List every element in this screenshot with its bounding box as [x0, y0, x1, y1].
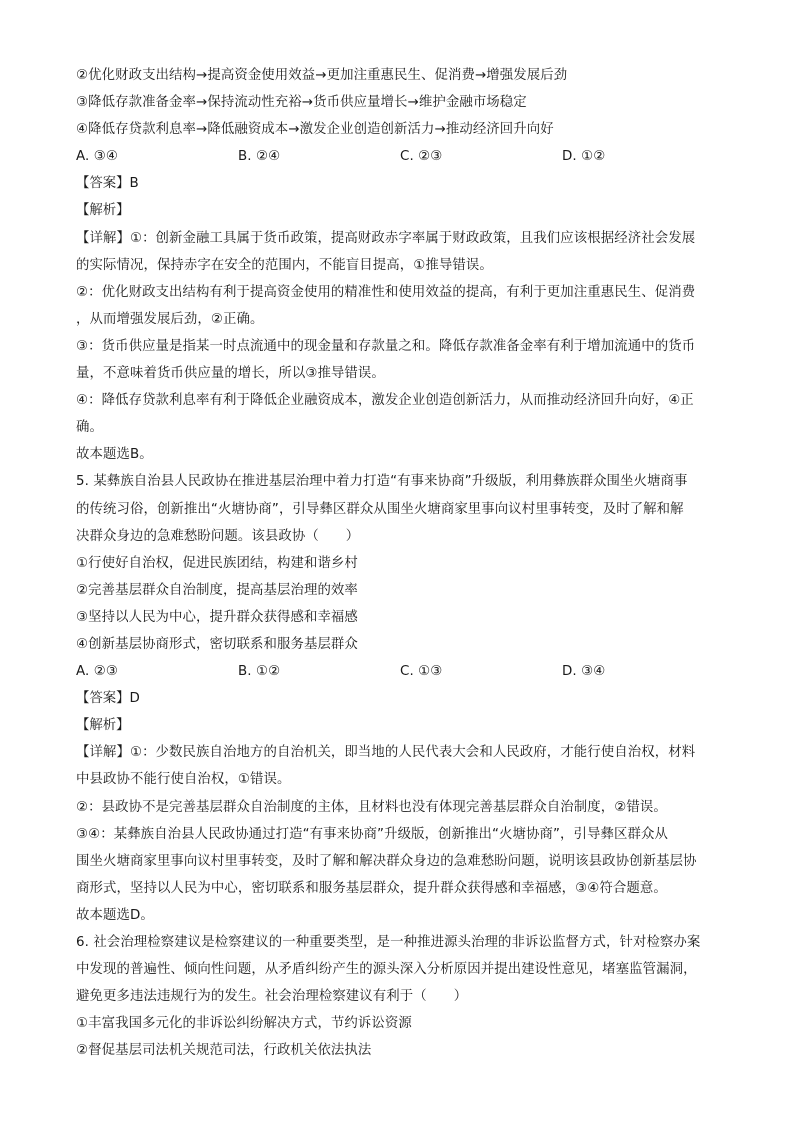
q4-detail-line: ③：货币供应量是指某一时点流通中的现金量和存款量之和。降低存款准备金率有利于增加流通中的货币 [76, 338, 696, 354]
q5-option-a[interactable]: A. ②③ [76, 664, 118, 680]
q4-detail-line: 【详解】①：创新金融工具属于货币政策，提高财政赤字率属于财政政策，且我们应该根据经济社会发展 [76, 230, 696, 246]
q5-option-d[interactable]: D. ③④ [562, 664, 606, 680]
q5-statement: ②完善基层群众自治制度，提高基层治理的效率 [76, 582, 358, 598]
q4-statement: ④降低存贷款利息率→降低融资成本→激发企业创造创新活力→推动经济回升向好 [76, 122, 554, 138]
q5-statement: ④创新基层协商形式，密切联系和服务基层群众 [76, 636, 358, 652]
q6-stem-line: 中发现的普遍性、倾向性问题，从矛盾纠纷产生的源头深入分析原因并提出建设性意见，堵塞监管漏洞， [76, 962, 697, 978]
q4-detail-line: ④：降低存贷款利息率有利于降低企业融资成本，激发企业创造创新活力，从而推动经济回升向好，④正 [76, 393, 694, 409]
q6-statement: ①丰富我国多元化的非诉讼纠纷解决方式，节约诉讼资源 [76, 1016, 412, 1032]
q5-option-c[interactable]: C. ①③ [400, 664, 443, 680]
q4-detail-line: 确。 [76, 420, 103, 436]
q5-statement: ③坚持以人民为中心，提升群众获得感和幸福感 [76, 609, 358, 625]
q4-option-b[interactable]: B. ②④ [238, 149, 281, 165]
q5-stem-line: 决群众身边的急难愁盼问题。该县政协（ ） [76, 528, 360, 544]
q6-stem-line: 避免更多违法违规行为的发生。社会治理检察建议有利于（ ） [76, 989, 468, 1005]
q5-detail-line: ③④：某彝族自治县人民政协通过打造“有事来协商”升级版，创新推出“火塘协商”，引导彝区群众从 [76, 826, 668, 842]
q5-options [76, 658, 736, 685]
q5-detail-line: 【详解】①：少数民族自治地方的自治机关，即当地的人民代表大会和人民政府，才能行使自治权，材料 [76, 745, 696, 761]
q4-option-c[interactable]: C. ②③ [400, 149, 443, 165]
q4-analysis-label: 【解析】 [76, 203, 130, 219]
q4-detail-line: ②：优化财政支出结构有利于提高资金使用的精准性和使用效益的提高，有利于更加注重惠民生、促消费 [76, 284, 696, 300]
q5-stem-line: 的传统习俗，创新推出“火塘协商”，引导彝区群众从围坐火塘商家里事向议村里事转变，及时了解和解 [76, 501, 684, 517]
q5-detail-line: 围坐火塘商家里事向议村里事转变，及时了解和解决群众身边的急难愁盼问题，说明该县政协创新基层协 [76, 853, 697, 869]
q4-detail-line: 量，不意味着货币供应量的增长，所以③推导错误。 [76, 366, 385, 382]
q5-answer: 【答案】D [76, 691, 140, 707]
q5-conclusion: 故本题选D。 [76, 907, 154, 923]
q5-detail-line: 中县政协不能行使自治权，①错误。 [76, 772, 291, 788]
q4-statement: ②优化财政支出结构→提高资金使用效益→更加注重惠民生、促消费→增强发展后劲 [76, 68, 568, 83]
q4-option-a[interactable]: A. ③④ [76, 149, 118, 165]
q5-statement: ①行使好自治权，促进民族团结，构建和谐乡村 [76, 555, 358, 571]
q4-conclusion: 故本题选B。 [76, 447, 153, 463]
q5-analysis-label: 【解析】 [76, 718, 130, 734]
q4-option-d[interactable]: D. ①② [562, 149, 606, 165]
q4-statement: ③降低存款准备金率→保持流动性充裕→货币供应量增长→维护金融市场稳定 [76, 95, 527, 111]
q5-stem-line: 5. 某彝族自治县人民政协在推进基层治理中着力打造“有事来协商”升级版，利用彝族群众围坐火塘商事 [76, 474, 688, 490]
q6-statement: ②督促基层司法机关规范司法，行政机关依法执法 [76, 1043, 372, 1059]
document-page [76, 62, 736, 1064]
q5-detail-line: ②：县政协不是完善基层群众自治制度的主体，且材料也没有体现完善基层群众自治制度，②错误。 [76, 799, 667, 815]
q6-stem-line: 6. 社会治理检察建议是检察建议的一种重要类型，是一种推进源头治理的非诉讼监督方式，针对检察办案 [76, 935, 701, 950]
q4-options [76, 143, 736, 170]
q4-detail-line: ，从而增强发展后劲，②正确。 [76, 311, 264, 327]
q4-answer: 【答案】B [76, 176, 139, 192]
q5-option-b[interactable]: B. ①② [238, 664, 281, 680]
q5-detail-line: 商形式，坚持以人民为中心，密切联系和服务基层群众，提升群众获得感和幸福感，③④符合题意。 [76, 880, 667, 896]
q4-detail-line: 的实际情况，保持赤字在安全的范围内，不能盲目提高，①推导错误。 [76, 257, 493, 273]
